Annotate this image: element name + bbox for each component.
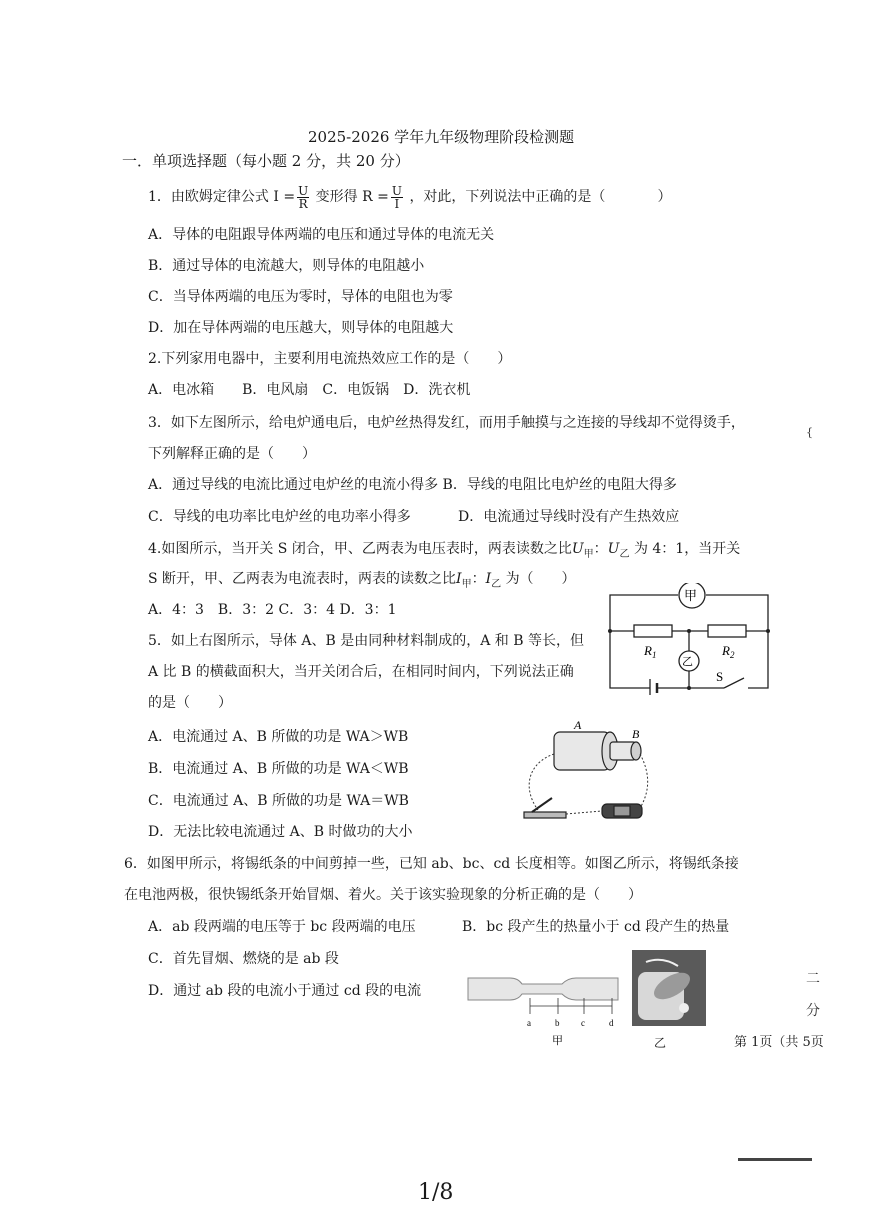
q6-option-b: B．bc 段产生的热量小于 cd 段产生的热量 <box>462 919 730 935</box>
edge-mark: { <box>806 426 813 439</box>
q6-option-a: A．ab 段两端的电压等于 bc 段两端的电压 <box>148 919 416 935</box>
switch-base <box>524 812 566 818</box>
q3-stem-line1: 3．如下左图所示，给电炉通电后，电炉丝热得发红，而用手触摸与之连接的导线却不觉得烫手， <box>148 415 745 431</box>
q1-formula-lhs: I = <box>273 189 296 205</box>
q1-f2-denominator: I <box>394 196 400 211</box>
q6-stem-line1: 6．如图甲所示，将锡纸条的中间剪掉一些，已知 ab、bc、cd 长度相等。如图乙所示，将锡纸条接 <box>124 856 739 872</box>
foil-strip-figure <box>466 974 622 1046</box>
q1-formula-fraction <box>297 185 309 210</box>
conductor-a-label: A <box>574 718 582 732</box>
circuit-diagram <box>604 583 776 695</box>
q3-options-ab: A．通过导线的电流比通过电炉丝的电流小得多 B．导线的电阻比电炉丝的电阻大得多 <box>148 477 677 493</box>
q4-stem-line1 <box>148 540 740 564</box>
q4-stem-line2 <box>148 570 576 594</box>
q5-stem-line1: 5．如上右图所示，导体 A、B 是由同种材料制成的，A 和 B 等长，但 <box>148 633 584 649</box>
q4-colon: ： <box>593 541 608 557</box>
conductor-b-label: B <box>632 727 640 741</box>
page-indicator: 1/8 <box>418 1180 454 1205</box>
foil-caption-yi: 乙 <box>654 1036 667 1050</box>
q4-sub-yi2: 乙 <box>491 578 502 590</box>
meter-jia-label: 甲 <box>684 588 698 603</box>
q1-stem <box>148 182 671 212</box>
q5-option-b: B．电流通过 A、B 所做的功是 WA＜WB <box>148 761 409 777</box>
switch-label: S <box>716 669 724 684</box>
q2-stem: 2.下列家用电器中，主要利用电流热效应工作的是（ ） <box>148 351 512 367</box>
q3-option-c: C．导线的电功率比电炉丝的电功率小得多 <box>148 509 411 525</box>
q1-option-b: B．通过导体的电流越大，则导体的电阻越小 <box>148 258 425 274</box>
q1-option-a: A．导体的电阻跟导体两端的电压和通过导体的电流无关 <box>148 227 495 243</box>
r2-label: $R_2$ <box>722 643 735 660</box>
edge-text-er: 二 <box>806 971 820 987</box>
edge-text-fen: 分 <box>806 1003 820 1019</box>
page-number-label: 第 1页（共 5页 <box>734 1035 824 1050</box>
q1-f1-numerator: U <box>298 183 309 198</box>
q1-f1-denominator: R <box>298 196 308 211</box>
q1-formula2-fraction <box>391 185 403 210</box>
q1-option-c: C．当导体两端的电压为零时，导体的电阻也为零 <box>148 289 453 305</box>
foil-label-b: b <box>555 1018 560 1028</box>
q4-stem2-b: 为（ ） <box>505 571 576 587</box>
q1-stem-part-c: ，对此，下列说法中正确的是（ <box>409 189 606 205</box>
resistor-r1 <box>634 625 672 637</box>
q1-formula2-lhs: R = <box>362 189 389 205</box>
q1-stem-close: ） <box>657 189 672 205</box>
q4-sub-jia: 甲 <box>583 548 594 560</box>
resistor-r2 <box>708 625 746 637</box>
q1-stem-part-a: 1．由欧姆定律公式 <box>148 189 269 205</box>
meter-yi-label: 乙 <box>682 656 693 668</box>
q4-symbol-u: U <box>571 541 584 557</box>
q1-option-d: D．加在导体两端的电压越大，则导体的电阻越大 <box>148 320 454 336</box>
q5-stem-line2: A 比 B 的横截面积大，当开关闭合后，在相同时间内，下列说法正确 <box>148 664 574 680</box>
conductor-figure <box>518 718 656 830</box>
q6-option-d: D．通过 ab 段的电流小于通过 cd 段的电流 <box>148 983 422 999</box>
q4-stem2-a: S 断开，甲、乙两表为电流表时，两表的读数之比 <box>148 571 457 587</box>
q4-sub-jia2: 甲 <box>461 578 472 590</box>
q4-symbol-i: I <box>456 571 462 587</box>
q5-option-c: C．电流通过 A、B 所做的功是 WA＝WB <box>148 793 409 809</box>
q1-f2-numerator: U <box>391 183 402 198</box>
q5-option-a: A．电流通过 A、B 所做的功是 WA＞WB <box>148 729 409 745</box>
q2-options: A．电冰箱 B．电风扇 C．电饭锅 D．洗衣机 <box>148 382 471 398</box>
q4-symbol-u2: U <box>607 541 620 557</box>
q4-options: A．4：3 B．3：2 C．3：4 D．3：1 <box>148 602 397 618</box>
q4-stem1-a: 4.如图所示，当开关 S 闭合，甲、乙两表为电压表时，两表读数之比 <box>148 541 572 557</box>
q3-stem-line2: 下列解释正确的是（ ） <box>148 446 316 462</box>
q5-option-d: D．无法比较电流通过 A、B 时做功的大小 <box>148 824 413 840</box>
foil-label-c: c <box>581 1018 585 1028</box>
q3-option-d: D．电流通过导线时没有产生热效应 <box>458 509 680 525</box>
q5-stem-line3: 的是（ ） <box>148 695 232 711</box>
q4-symbol-i2: I <box>485 571 492 587</box>
edge-dash <box>738 1158 812 1161</box>
section-heading: 一．单项选择题（每小题 2 分，共 20 分） <box>122 152 410 170</box>
switch-s-icon <box>724 678 744 688</box>
foil-label-a: a <box>527 1018 531 1028</box>
foil-photo-figure <box>632 950 706 1026</box>
q4-colon2: ： <box>471 571 486 587</box>
q4-sub-yi: 乙 <box>619 548 630 560</box>
foil-strip <box>468 978 618 1000</box>
exam-title: 2025-2026 学年九年级物理阶段检测题 <box>308 128 575 146</box>
foil-label-d: d <box>609 1018 614 1028</box>
q6-stem-line2: 在电池两极，很快锡纸条开始冒烟、着火。关于该实验现象的分析正确的是（ ） <box>124 887 642 903</box>
q4-stem1-b: 为 4：1，当开关 <box>633 541 741 557</box>
q1-stem-part-b: 变形得 <box>315 189 358 205</box>
r1-label: $R_1$ <box>644 643 657 660</box>
foil-caption-jia: 甲 <box>552 1035 563 1046</box>
q6-option-c: C．首先冒烟、燃烧的是 ab 段 <box>148 951 339 967</box>
